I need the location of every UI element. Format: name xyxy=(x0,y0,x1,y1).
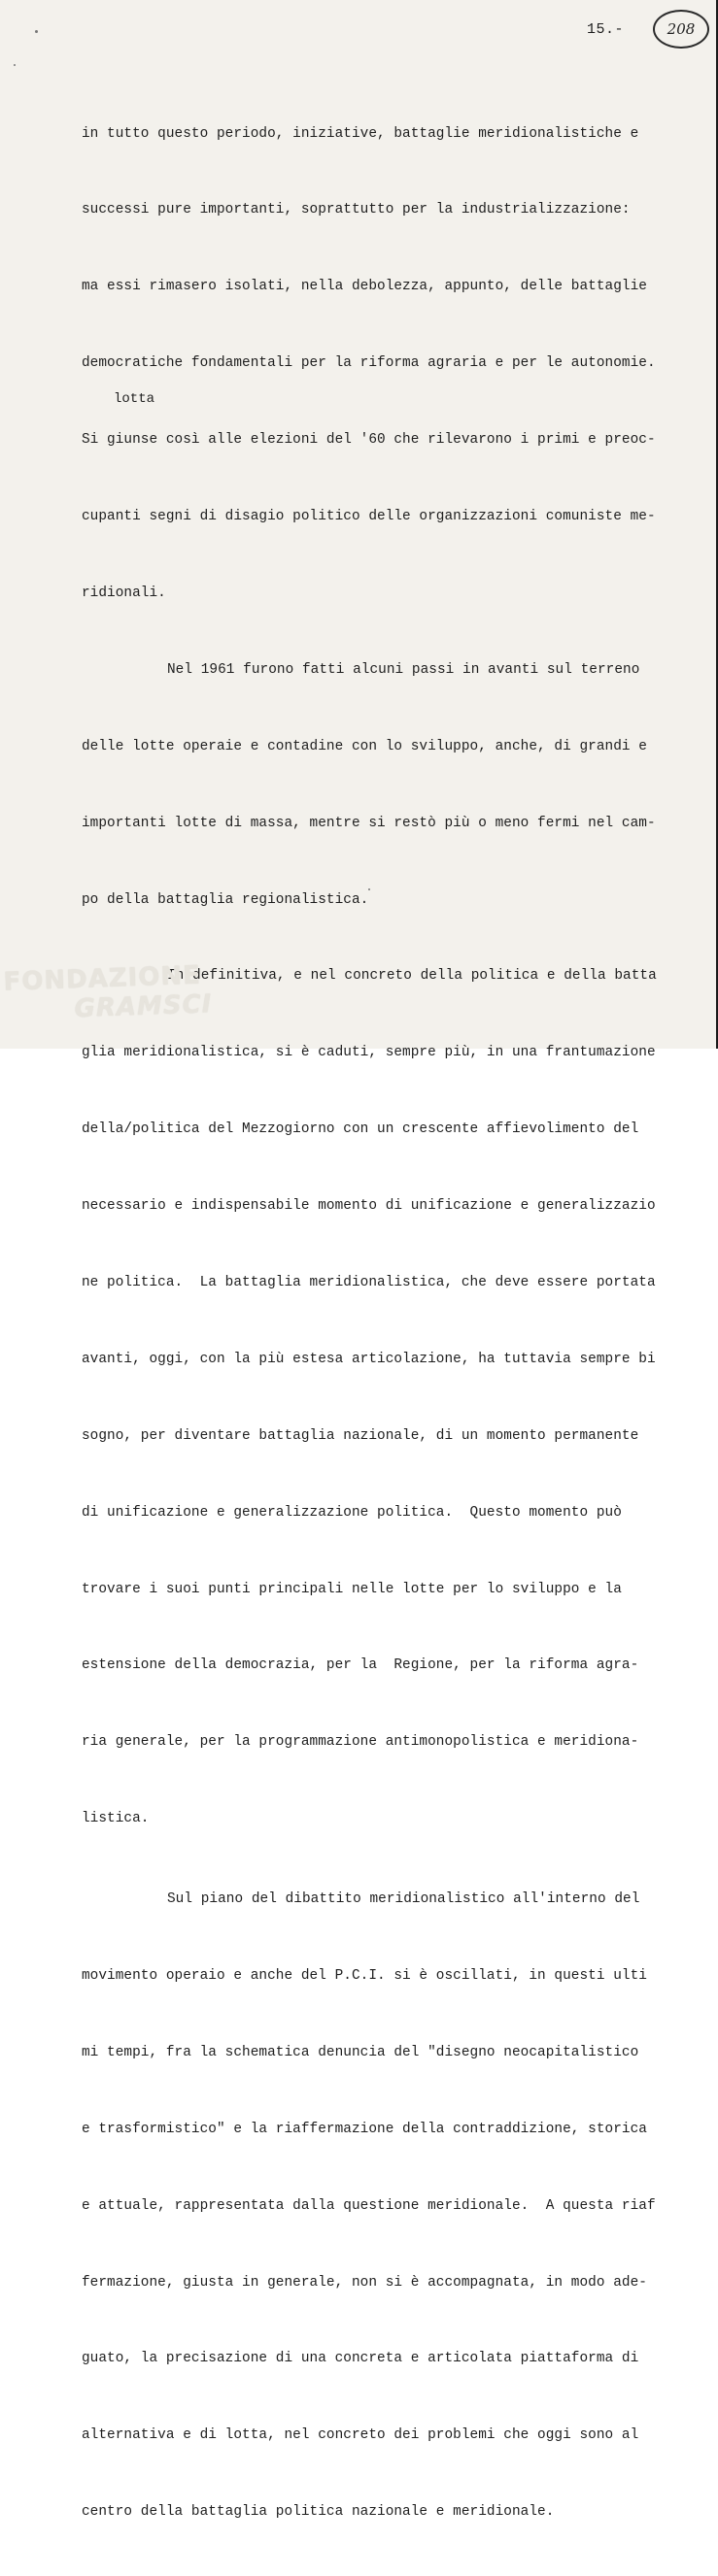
text-line: e attuale, rappresentata dalla questione meridionale. A questa riaf xyxy=(82,2197,656,2214)
archive-stamp: 208 xyxy=(653,10,709,49)
text-line: necessario e indispensabile momento di unificazione e generalizzazio xyxy=(82,1198,656,1215)
text-line: estensione della democrazia, per la Regione, per la riforma agra- xyxy=(82,1657,639,1674)
text-line: importanti lotte di massa, mentre si restò più o meno fermi nel cam- xyxy=(82,815,656,831)
text-line: trovare i suoi punti principali nelle lotte per lo sviluppo e la xyxy=(82,1581,622,1597)
text-line: ma essi rimasero isolati, nella debolezza, appunto, delle battaglie xyxy=(82,279,647,295)
text-line: Si giunse così alle elezioni del '60 che rilevarono i primi e preoc- xyxy=(82,432,656,449)
paper-speck xyxy=(14,64,16,66)
text-line: ridionali. xyxy=(82,585,166,601)
typewritten-body xyxy=(82,70,670,2576)
watermark-line: GRAMSCI xyxy=(74,989,213,1024)
paragraph-start: In definitiva, e nel concreto della politica e della batta xyxy=(167,968,657,985)
paragraph-start: Nel 1961 furono fatti alcuni passi in avanti sul terreno xyxy=(167,661,640,678)
watermark-line: FONDAZIONE xyxy=(3,960,202,997)
page-number: 15.- xyxy=(587,21,625,38)
text-line: fermazione, giusta in generale, non si è accompagnata, in modo ade- xyxy=(82,2274,647,2291)
text-line: in tutto questo periodo, iniziative, battaglie meridionalistiche e xyxy=(82,125,639,142)
interlinear-correction: lotta xyxy=(114,391,155,407)
text-line: avanti, oggi, con la più estesa articolazione, ha tuttavia sempre bi xyxy=(82,1351,656,1367)
text-line: mi tempi, fra la schematica denuncia del "disegno neocapitalistico xyxy=(82,2044,639,2060)
paper-speck xyxy=(35,30,38,33)
text-line: cupanti segni di disagio politico delle organizzazioni comuniste me- xyxy=(82,509,656,525)
text-line: alternativa e di lotta, nel concreto dei problemi che oggi sono al xyxy=(82,2427,639,2444)
text-line: movimento operaio e anche del P.C.I. si è oscillati, in questi ulti xyxy=(82,1967,647,1984)
text-line: democratiche fondamentali per la riforma agraria e per le autonomie. xyxy=(82,355,656,372)
text-line: centro della battaglia politica nazionale e meridionale. xyxy=(82,2504,555,2521)
archive-watermark xyxy=(3,960,213,1025)
text-line: listica. xyxy=(82,1811,150,1827)
text-line: guato, la precisazione di una concreta e articolata piattaforma di xyxy=(82,2351,639,2367)
text-line: ne politica. La battaglia meridionalistica, che deve essere portata xyxy=(82,1274,656,1290)
text-line: della/politica del Mezzogiorno con un crescente affievolimento del xyxy=(82,1121,639,1138)
paragraph-start: Sul piano del dibattito meridionalistico all'interno del xyxy=(167,1891,640,1908)
text-line: di unificazione e generalizzazione politica. Questo momento può xyxy=(82,1504,622,1521)
text-line: e trasformistico" e la riaffermazione della contraddizione, storica xyxy=(82,2121,647,2137)
text-line: delle lotte operaie e contadine con lo sviluppo, anche, di grandi e xyxy=(82,738,647,754)
text-line: ria generale, per la programmazione antimonopolistica e meridiona- xyxy=(82,1734,639,1751)
text-line: glia meridionalistica, si è caduti, sempre più, in una frantumazione xyxy=(82,1045,656,1061)
text-line: successi pure importanti, soprattutto per la industrializzazione: xyxy=(82,202,631,218)
text-line: po della battaglia regionalistica. xyxy=(82,891,369,908)
text-line: sogno, per diventare battaglia nazionale, di un momento permanente xyxy=(82,1427,639,1444)
